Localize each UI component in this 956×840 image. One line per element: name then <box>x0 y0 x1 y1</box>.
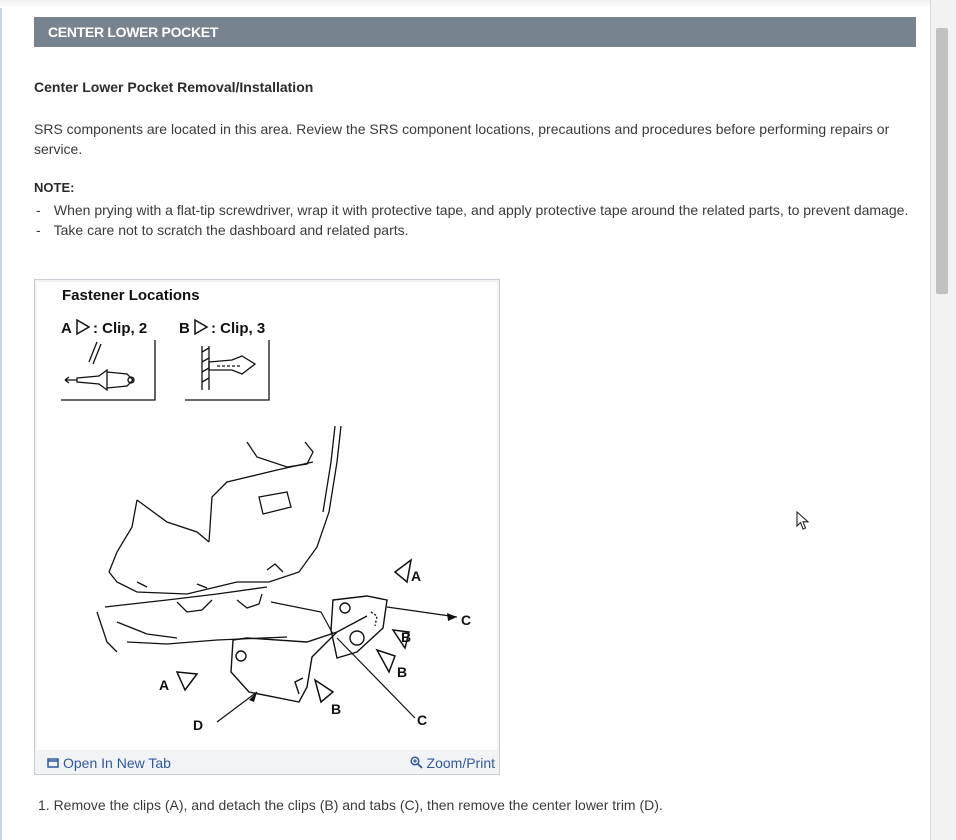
clip-b-detail-icon <box>185 340 269 400</box>
note-item <box>34 200 924 220</box>
legend-letter-a: A <box>61 320 72 337</box>
callout-d-label: D <box>193 717 204 733</box>
callout-b-label: B <box>397 664 408 680</box>
figure-image[interactable] <box>37 282 497 750</box>
legend-text-b: : Clip, 3 <box>211 320 266 337</box>
legend-text-a: : Clip, 2 <box>93 320 148 337</box>
dashboard-drawing <box>97 426 341 652</box>
callout-c-label: C <box>417 712 428 728</box>
legend-triangle-icon <box>195 320 207 334</box>
note-dash: - <box>36 222 41 238</box>
scrollbar-thumb[interactable] <box>936 28 948 294</box>
legend-letter-b: B <box>179 320 190 337</box>
callout-c-label: C <box>461 612 472 628</box>
note-label: NOTE: <box>34 180 75 195</box>
zoom-icon <box>410 756 423 772</box>
callout-b-label: B <box>401 629 412 645</box>
note-item <box>34 220 924 240</box>
pointer-triangles <box>177 560 411 702</box>
fastener-diagram <box>37 282 497 750</box>
callout-b-label: B <box>331 701 342 717</box>
open-in-new-tab-link[interactable] <box>47 755 171 772</box>
left-edge <box>0 0 2 840</box>
callout-a-label: A <box>411 568 422 584</box>
vertical-scrollbar[interactable] <box>930 0 956 840</box>
center-lower-trim-drawing <box>231 596 387 702</box>
callout-a-label: A <box>159 677 170 693</box>
zoom-print-link[interactable] <box>410 755 495 772</box>
legend-triangle-icon <box>77 320 89 334</box>
figure-title: Fastener Locations <box>62 287 200 304</box>
fastener-figure <box>34 279 500 775</box>
arrow-head <box>447 613 457 621</box>
srs-warning-text: SRS components are located in this area. Review the SRS component locations, precautions and procedures before performing repairs or service. <box>34 121 890 157</box>
note-text: When prying with a flat-tip screwdriver, wrap it with protective tape, and apply protective tape around the related parts, to prevent damage. <box>53 202 909 218</box>
figure-footer <box>35 752 499 774</box>
note-dash: - <box>36 202 41 218</box>
section-header <box>34 17 916 47</box>
procedure-subtitle: Center Lower Pocket Removal/Installation <box>34 79 314 95</box>
note-text: Take care not to scratch the dashboard and related parts. <box>53 222 409 238</box>
top-shadow <box>0 0 930 8</box>
zoom-print-label: Zoom/Print <box>426 755 495 771</box>
note-list <box>34 200 924 240</box>
section-title: CENTER LOWER POCKET <box>48 24 219 40</box>
clip-a-detail-icon <box>61 340 155 400</box>
open-tab-icon <box>47 756 59 772</box>
open-in-new-tab-label: Open In New Tab <box>63 755 171 771</box>
step-1-text: 1. Remove the clips (A), and detach the clips (B) and tabs (C), then remove the center lower trim (D). <box>38 797 663 813</box>
mouse-cursor-icon <box>796 511 810 536</box>
